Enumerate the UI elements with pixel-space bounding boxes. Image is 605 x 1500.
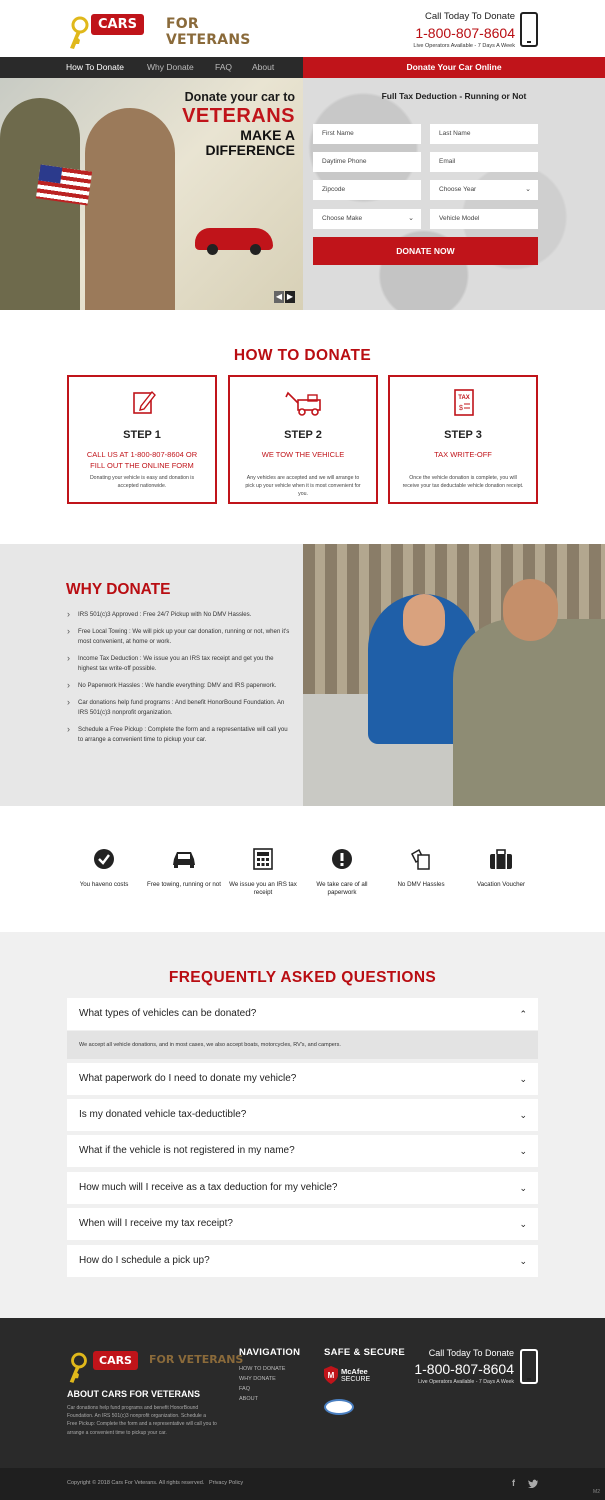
year-select[interactable]: [430, 180, 538, 200]
svg-text:M: M: [327, 1371, 335, 1380]
faq-item[interactable]: [67, 1135, 538, 1167]
chevron-down-icon: ⌄: [519, 1146, 527, 1156]
calculator-icon: [252, 848, 274, 870]
benefit-paperwork: [302, 848, 382, 897]
footer-about-text: Car donations help fund programs and benefit HonorBound Foundation. An IRS 501(c)3 nonprofit organization. Schedule a Free Pickup: Complete the form and a representative will call you to arrange a convenient time to pickup your car.: [67, 1405, 217, 1436]
call-label: Call Today To Donate: [428, 1348, 514, 1358]
step-title: STEP 3: [444, 429, 482, 441]
footer-link-why-donate[interactable]: WHY DONATE: [239, 1376, 276, 1382]
hero-text: [182, 90, 295, 158]
list-item: › No Paperwork Hassles : We handle everything: DMV and IRS paperwork.: [67, 681, 292, 691]
logo-text: FOR VETERANS: [166, 16, 251, 48]
facebook-icon[interactable]: f: [512, 1478, 515, 1488]
benefit-no-costs: [64, 848, 144, 889]
representative-head: [403, 594, 445, 646]
make-select[interactable]: [313, 209, 421, 229]
benefit-free-towing: [144, 848, 224, 889]
zipcode-field[interactable]: Zipcode: [313, 180, 421, 200]
footer-link-about[interactable]: ABOUT: [239, 1396, 258, 1402]
step-card-2: [228, 375, 378, 504]
mcafee-badge: [324, 1366, 374, 1386]
benefit-label: Vacation Voucher: [476, 881, 526, 888]
phone-icon: [520, 12, 538, 47]
hero-banner: [0, 78, 303, 310]
step-text: Donating your vehicle is easy and donation is accepted nationwide.: [89, 475, 195, 489]
step-card-1: [67, 375, 217, 504]
step-subtitle: CALL US AT 1-800-807-8604 OR FILL OUT THE ONLINE FORM: [86, 450, 198, 470]
suitcase-icon: [488, 848, 514, 870]
benefit-label: You haveno costs: [79, 881, 129, 888]
bottom-bar: [0, 1468, 605, 1500]
nav-about[interactable]: About: [252, 62, 275, 72]
step-subtitle: WE TOW THE VEHICLE: [261, 450, 345, 459]
faq-title: FREQUENTLY ASKED QUESTIONS: [168, 969, 437, 986]
list-item: › Income Tax Deduction : We issue you an IRS tax receipt and get you the highest tax write-off possible.: [67, 654, 292, 674]
faq-question: How much will I receive as a tax deduction for my vehicle?: [79, 1182, 338, 1193]
car-icon: [171, 848, 197, 870]
benefit-label: No DMV Hassles: [397, 881, 445, 888]
last-name-field[interactable]: Last Name: [430, 124, 538, 144]
faq-question: How do I schedule a pick up?: [79, 1255, 210, 1266]
faq-item[interactable]: [67, 1245, 538, 1277]
why-donate-list: [67, 610, 292, 752]
footer-about-title: ABOUT CARS FOR VETERANS: [67, 1389, 201, 1399]
step-title: STEP 1: [123, 429, 161, 441]
faq-question: What if the vehicle is not registered in my name?: [79, 1145, 295, 1156]
accredited-badge-icon: [324, 1399, 354, 1415]
step-card-3: [388, 375, 538, 504]
hero-line-2: VETERANS: [182, 105, 295, 127]
car-image: [195, 228, 273, 250]
chevron-down-icon: ⌄: [525, 186, 531, 193]
footer-secure-title: SAFE & SECURE: [324, 1347, 405, 1358]
year-select-label: Choose Year: [439, 186, 477, 193]
exclamation-circle-icon: [331, 848, 353, 870]
list-item: › IRS 501(c)3 Approved : Free 24/7 Pickup with No DMV Hassles.: [67, 610, 292, 620]
hero-line-3: MAKE A: [240, 127, 295, 143]
email-field[interactable]: Email: [430, 152, 538, 172]
edit-form-icon: [128, 387, 158, 417]
benefit-vacation-voucher: [461, 848, 541, 889]
mcafee-label: McAfee: [341, 1367, 368, 1376]
privacy-policy-link[interactable]: Privacy Policy: [208, 1480, 244, 1486]
footer-logo[interactable]: [66, 1348, 244, 1384]
make-select-label: Choose Make: [322, 215, 363, 222]
site-header: [0, 0, 605, 57]
footer-link-faq[interactable]: FAQ: [239, 1386, 251, 1392]
veteran: [453, 619, 605, 806]
faq-question: When will I receive my tax receipt?: [79, 1218, 233, 1229]
hero-soldier: [0, 98, 80, 310]
twitter-icon[interactable]: [528, 1479, 538, 1488]
footer-nav-title: NAVIGATION: [239, 1347, 301, 1358]
site-footer: [0, 1318, 605, 1468]
form-subtitle: Full Tax Deduction - Running or Not: [381, 91, 527, 101]
list-item: › Car donations help fund programs : And benefit HonorBound Foundation. An IRS 501(c)3 nonprofit organization.: [67, 698, 292, 718]
hero-child: [85, 108, 175, 310]
list-item: › Free Local Towing : We will pick up your car donation, running or not, when it's most convenient, at home or work.: [67, 627, 292, 647]
faq-question: What paperwork do I need to donate my vehicle?: [79, 1073, 297, 1084]
step-title: STEP 2: [284, 429, 322, 441]
operator-hours: Live Operators Available - 7 Days A Week: [413, 43, 515, 49]
logo-tag: CARS: [93, 1351, 138, 1370]
benefit-label: We take care of all paperwork: [316, 881, 368, 896]
footer-call: [414, 1348, 514, 1385]
model-field[interactable]: Vehicle Model: [430, 209, 538, 229]
first-name-field[interactable]: First Name: [313, 124, 421, 144]
shield-icon: [324, 1366, 338, 1384]
logo-text: FOR VETERANS: [149, 1353, 244, 1366]
chevron-down-icon: ⌄: [519, 1256, 527, 1266]
benefit-label: We issue you an IRS tax receipt: [229, 881, 297, 896]
svg-text:TAX: TAX: [458, 395, 470, 401]
faq-item[interactable]: [67, 1208, 538, 1240]
build-tag: M2: [593, 1489, 600, 1495]
faq-item[interactable]: [67, 1063, 538, 1095]
key-icon: [66, 16, 94, 50]
logo-tag: CARS: [91, 14, 144, 35]
donate-online-heading: Donate Your Car Online: [303, 57, 605, 78]
why-donate-section: [0, 544, 303, 806]
logo[interactable]: [66, 10, 251, 48]
veteran-head: [503, 579, 558, 641]
chevron-down-icon: ⌄: [519, 1183, 527, 1193]
slider-prev-icon[interactable]: ◀: [275, 292, 283, 301]
chevron-up-icon: ⌃: [519, 1009, 527, 1019]
footer-nav-links: [239, 1364, 285, 1404]
nav-faq[interactable]: FAQ: [215, 62, 233, 72]
how-to-donate-title: HOW TO DONATE: [233, 347, 372, 364]
donation-form: [303, 78, 605, 310]
donate-now-button[interactable]: DONATE NOW: [313, 237, 538, 265]
benefit-tax-receipt: [223, 848, 303, 897]
tow-truck-icon: [284, 387, 324, 417]
faq-question: Is my donated vehicle tax-deductible?: [79, 1109, 247, 1120]
handshake-photo: [303, 544, 605, 806]
faq-item-open[interactable]: [67, 998, 538, 1030]
call-label: Call Today To Donate: [425, 11, 515, 22]
copyright: Copyright © 2018 Cars For Veterans. All rights reserved. Privacy Policy: [67, 1480, 244, 1486]
chevron-down-icon: ⌄: [519, 1110, 527, 1120]
chevron-down-icon: ⌄: [408, 215, 414, 222]
step-text: Once the vehicle donation is complete, you will receive your tax deductable vehicle donation receipt.: [402, 475, 524, 489]
hero-line-1: Donate your car to: [184, 90, 295, 104]
footer-link-how-to-donate[interactable]: HOW TO DONATE: [239, 1366, 286, 1372]
footer-phone[interactable]: 1-800-807-8604: [414, 1361, 514, 1377]
faq-item[interactable]: [67, 1172, 538, 1204]
key-icon: [66, 1352, 92, 1384]
header-call: [413, 11, 515, 49]
faq-question: What types of vehicles can be donated?: [79, 1008, 257, 1019]
hero-line-4: DIFFERENCE: [205, 142, 295, 158]
operator-hours: Live Operators Available - 7 Days A Week: [418, 1379, 514, 1385]
phone-field[interactable]: Daytime Phone: [313, 152, 421, 172]
faq-answer: We accept all vehicle donations, and in most cases, we also accept boats, motorcycles, RV's, and campers.: [67, 1031, 538, 1059]
nav-how-to-donate[interactable]: How To Donate: [66, 62, 124, 72]
nav-why-donate[interactable]: Why Donate: [147, 62, 194, 72]
mcafee-sub: SECURE: [341, 1376, 371, 1383]
phone-icon: [520, 1349, 538, 1384]
why-donate-title: WHY DONATE: [66, 581, 171, 598]
documents-icon: [410, 848, 432, 870]
step-text: Any vehicles are accepted and we will arrange to pick up your vehicle when it is most convenient for you.: [245, 475, 361, 497]
main-nav: [0, 57, 303, 78]
header-phone[interactable]: 1-800-807-8604: [415, 25, 515, 41]
chevron-down-icon: ⌄: [519, 1074, 527, 1084]
tax-document-icon: [449, 387, 479, 417]
faq-item[interactable]: [67, 1099, 538, 1131]
benefit-label: Free towing, running or not: [147, 881, 221, 888]
benefit-no-dmv: [381, 848, 461, 889]
check-circle-icon: [93, 848, 115, 870]
slider-next-icon[interactable]: ▶: [286, 292, 294, 301]
flag-icon: [36, 165, 92, 206]
chevron-down-icon: ⌄: [519, 1219, 527, 1229]
step-subtitle: TAX WRITE-OFF: [434, 450, 492, 459]
svg-text:$: $: [459, 405, 463, 412]
list-item: › Schedule a Free Pickup : Complete the form and a representative will call you to arrange a convenient time to pickup your car.: [67, 725, 292, 745]
